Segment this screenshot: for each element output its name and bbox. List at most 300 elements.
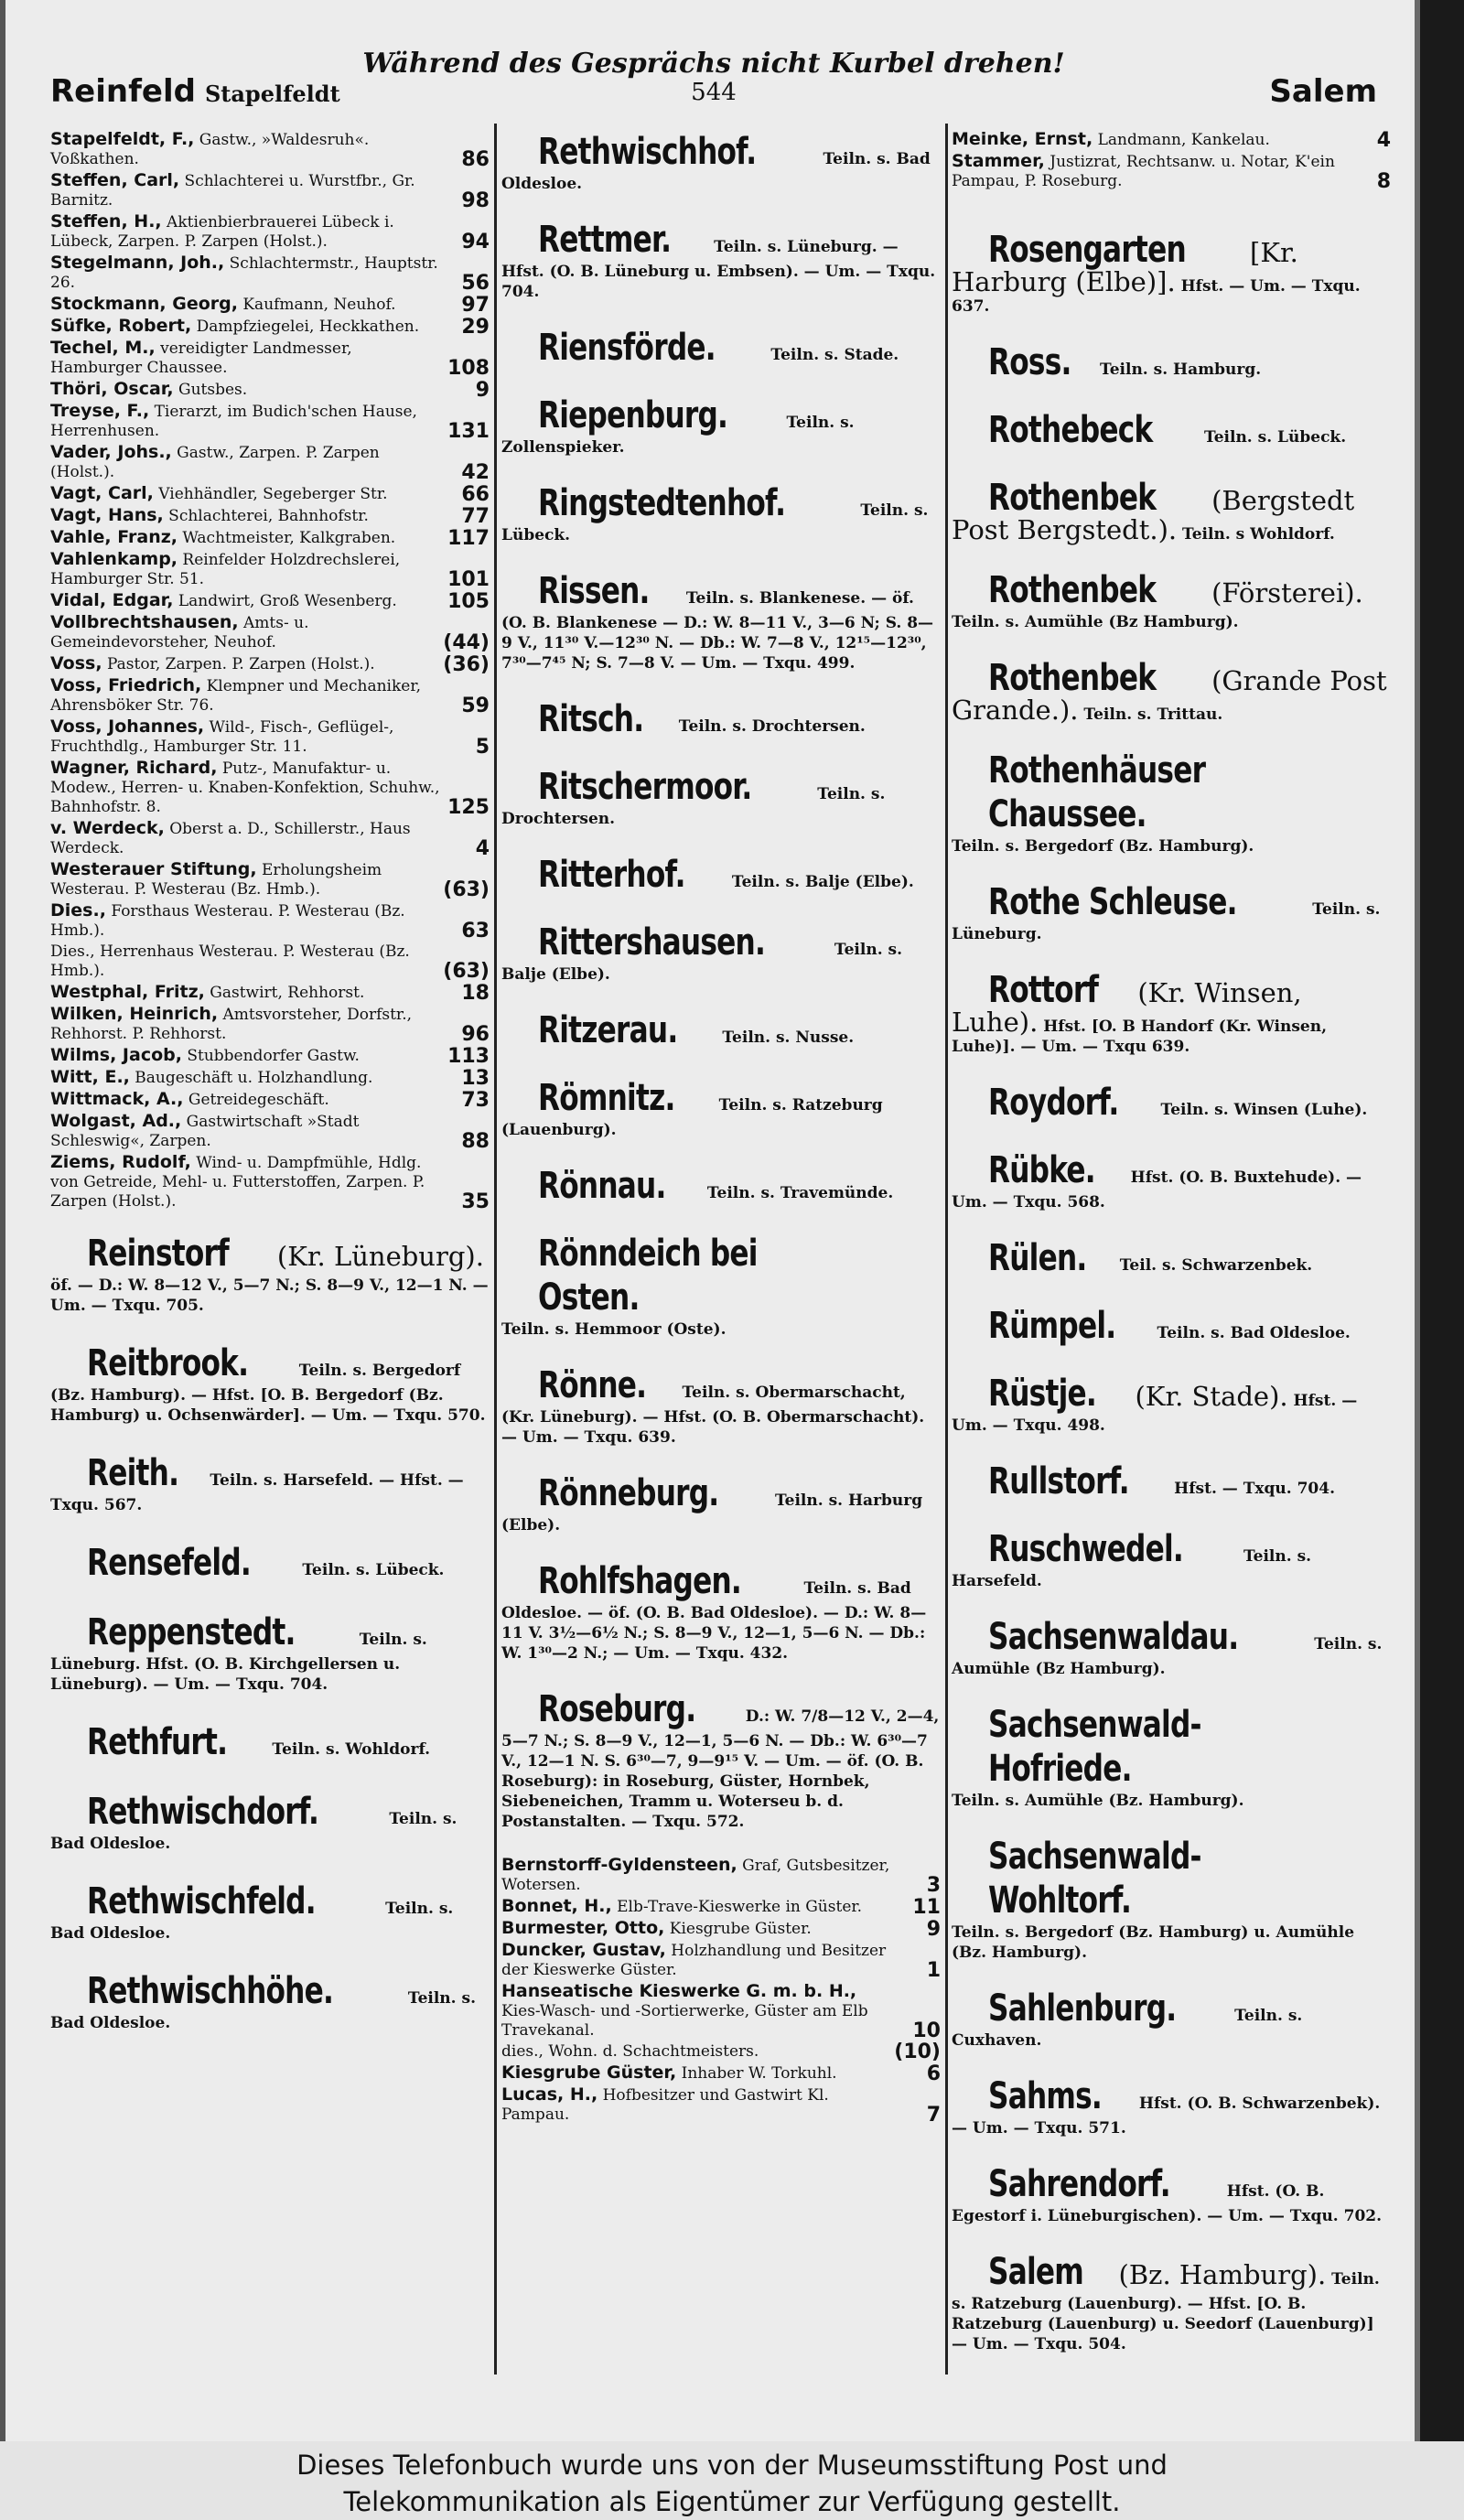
subscriber-details: Tierarzt, im Budich'schen Hause, Herrenhusen. (50, 403, 417, 440)
place-name: Reinstorf (87, 1233, 229, 1275)
subscriber-details: Kaufmann, Neuhof. (237, 296, 396, 314)
phone-number: (63) (443, 878, 490, 901)
subscriber-details: Erholungsheim Westerau. P. Westerau (Bz. Hmb.). (50, 861, 382, 899)
place-entry (501, 326, 941, 370)
place-entry (501, 218, 941, 302)
place-entry (952, 1703, 1391, 1811)
subscriber-list (50, 130, 490, 1212)
subscriber-entry (50, 901, 490, 941)
subscriber-name: Burmester, Otto, (501, 1918, 665, 1938)
place-name: Rönneburg. (538, 1472, 719, 1514)
phone-number: 63 (461, 920, 490, 942)
place-entry (501, 569, 941, 673)
place-info: Teiln. s. Bad Oldesloe. (50, 1989, 476, 2032)
phone-number: 56 (461, 272, 490, 295)
place-info: öf. — D.: W. 8—12 V., 5—7 N.; S. 8—9 V., 12—1 N. — Um. — Txqu. 705. (50, 1276, 489, 1315)
subscriber-name: Thöri, Oscar, (50, 379, 174, 399)
subscriber-entry (50, 1068, 490, 1088)
place-info: Teiln. s. Lüneburg. — Hfst. (O. B. Lüneburg u. Embsen). — Um. — Txqu. 704. (501, 238, 936, 301)
subscriber-name: Vollbrechtshausen, (50, 612, 239, 632)
place-entry (952, 1372, 1391, 1436)
subscriber-details: Wind- u. Dampfmühle, Hdlg. von Getreide, Mehl- u. Futterstoffen, Zarpen. P. Zarpen (Holst.). (50, 1154, 425, 1211)
place-info: Teiln. s. Lüneburg. (952, 900, 1381, 943)
subscriber-details: Oberst a. D., Schillerstr., Haus Werdeck. (50, 820, 411, 857)
place-entry (50, 1341, 490, 1426)
place-qualifier: (Kr. Stade). (1126, 1381, 1288, 1412)
place-name: Ritterhof. (538, 854, 685, 896)
place-entry (952, 2162, 1391, 2226)
place-entry (952, 1835, 1391, 1963)
place-info: Teiln. s. Travemünde. (701, 1184, 894, 1202)
subscriber-name: Süfke, Robert, (50, 316, 192, 336)
place-info: Teiln. s. Lübeck. (501, 501, 929, 544)
subscriber-name: Bernstorff-Gyldensteen, (501, 1855, 737, 1875)
place-name: Rohlfshagen. (538, 1560, 741, 1602)
subscriber-details: vereidigter Landmesser, Hamburger Chaussee. (50, 339, 352, 377)
place-name: Rothenbek (988, 657, 1157, 699)
phone-number: 125 (447, 796, 490, 819)
place-info: Teiln. s. Winsen (Luhe). (1155, 1101, 1368, 1119)
subscriber-entry (501, 1856, 941, 1895)
phone-number: 77 (461, 505, 490, 528)
subscriber-entry (50, 717, 490, 757)
subscriber-name: Duncker, Gustav, (501, 1940, 666, 1960)
column-2 (501, 130, 941, 2127)
place-entry (952, 476, 1391, 544)
subscriber-entry (50, 484, 490, 504)
place-name: Rothenbek (988, 569, 1157, 611)
phone-number: 98 (461, 189, 490, 212)
place-qualifier: (Grande Post Grande.). (952, 665, 1387, 726)
place-entry (501, 853, 941, 897)
place-info: Teiln. s. Bergedorf (Bz. Hamburg). (952, 837, 1254, 856)
place-entry (952, 568, 1391, 632)
subscriber-name: Vagt, Carl, (50, 483, 154, 503)
place-info: Teiln. s. Lübeck. (1199, 428, 1347, 447)
page-header (50, 48, 1377, 113)
place-name: Rothenbek (988, 477, 1157, 519)
footer-line-2: Telekommunikation als Eigentümer zur Verfügung gestellt. (343, 2486, 1121, 2517)
place-qualifier: [Kr. Harburg (Elbe)]. (952, 237, 1298, 297)
place-info: Teiln. s. Wohldorf. (266, 1740, 431, 1759)
subscriber-name: Steffen, H., (50, 211, 162, 232)
phone-number: 8 (1376, 170, 1391, 193)
subscriber-details: Justizrat, Rechtsanw. u. Notar, K'ein Pampau, P. Roseburg. (952, 153, 1335, 190)
place-name: Reitbrook. (87, 1342, 249, 1384)
place-info: Teiln. s. Harburg (Elbe). (501, 1492, 923, 1535)
place-info: Teiln. s. Hamburg. (1094, 361, 1262, 379)
subscriber-name: Vahlenkamp, (50, 549, 178, 569)
place-info: Teiln. s. Stade. (765, 346, 899, 364)
subscriber-name: Stapelfeldt, F., (50, 129, 195, 149)
place-entry (952, 2074, 1391, 2138)
subscriber-name: Meinke, Ernst, (952, 129, 1093, 149)
subscriber-list (501, 1856, 941, 2125)
subscriber-name: Treyse, F., (50, 401, 150, 421)
place-name: Riepenburg. (538, 394, 728, 436)
place-info: Teiln. s. Lübeck. (296, 1561, 445, 1579)
subscriber-name: Wilms, Jacob, (50, 1045, 182, 1065)
phone-number: 131 (447, 420, 490, 443)
phone-number: 7 (926, 2104, 941, 2127)
phone-number: 6 (926, 2062, 941, 2085)
phone-number: 9 (475, 379, 490, 402)
place-name: Rönne. (538, 1364, 647, 1406)
place-entry (50, 1720, 490, 1764)
phone-number: 4 (1376, 129, 1391, 152)
subscriber-name: Wolgast, Ad., (50, 1111, 182, 1131)
place-qualifier: (Kr. Lüneburg). (268, 1241, 484, 1272)
phone-number: 11 (912, 1896, 941, 1919)
place-qualifier: (Bergstedt Post Bergstedt.). (952, 485, 1355, 545)
phone-number: (63) (443, 960, 490, 983)
phone-number: 117 (447, 527, 490, 550)
place-name: Rissen. (538, 570, 650, 612)
header-right: Salem (1269, 73, 1377, 110)
place-entry (501, 1232, 941, 1340)
subscriber-list (952, 130, 1391, 191)
place-info: Teiln. s. Bad Oldesloe. — öf. (O. B. Bad Oldesloe). — D.: W. 8—11 V. 3½—6½ N.; S. 8—9 V., 12—1, 5—6 N. — Db.: W. 1³⁰—2 N.; — Um. — Txqu. 432. (501, 1579, 927, 1663)
subscriber-entry (50, 1112, 490, 1151)
subscriber-entry (50, 130, 490, 169)
phone-number: 3 (926, 1874, 941, 1897)
place-name: Römnitz. (538, 1077, 675, 1119)
header-left-sub: Stapelfeldt (204, 81, 340, 107)
phone-number: 108 (447, 357, 490, 380)
subscriber-details: Hofbesitzer und Gastwirt Kl. Pampau. (501, 2086, 829, 2124)
phone-number: 96 (461, 1023, 490, 1046)
column-rule-1 (494, 124, 497, 2375)
subscriber-name: Ziems, Rudolf, (50, 1152, 191, 1172)
place-info: Teiln. s. Balje (Elbe). (501, 941, 903, 984)
subscriber-details: Wild-, Fisch-, Geflügel-, Fruchthdlg., Hamburger Str. 11. (50, 718, 394, 756)
phone-number: 4 (475, 837, 490, 860)
place-list (952, 228, 1391, 2354)
subscriber-details: Landmann, Kankelau. (1093, 131, 1270, 149)
subscriber-details: Amts- u. Gemeindevorsteher, Neuhof. (50, 614, 309, 652)
subscriber-name: v. Werdeck, (50, 818, 165, 838)
scan-edge-right (1420, 0, 1464, 2441)
subscriber-entry (501, 1941, 941, 1980)
subscriber-name: Voss, Johannes, (50, 716, 205, 737)
place-entry (501, 130, 941, 194)
subscriber-name: Steffen, Carl, (50, 170, 180, 190)
place-info: Teiln. s. Balje (Elbe). (726, 873, 914, 891)
phone-number: 10 (912, 2019, 941, 2042)
subscriber-name: Techel, M., (50, 338, 156, 358)
subscriber-details: Gastwirtschaft »Stadt Schleswig«, Zarpen. (50, 1113, 360, 1150)
place-entry (952, 1304, 1391, 1348)
place-entry (50, 1232, 490, 1316)
subscriber-details: Reinfelder Holzdrechslerei, Hamburger Str. 51. (50, 551, 401, 588)
subscriber-name: Vidal, Edgar, (50, 590, 174, 610)
place-info: Hfst. — Um. — Txqu. 498. (952, 1392, 1358, 1435)
place-entry (952, 968, 1391, 1057)
subscriber-details: Holzhandlung und Besitzer der Kieswerke Güster. (501, 1942, 887, 1979)
phone-number: (44) (443, 631, 490, 654)
subscriber-entry (50, 1153, 490, 1212)
phone-number: 35 (461, 1190, 490, 1213)
subscriber-details: Gastwirt, Rehhorst. (204, 984, 365, 1002)
subscriber-details: dies., Wohn. d. Schachtmeisters. (501, 2042, 759, 2061)
subscriber-details: Schlachterei u. Wurstfbr., Gr. Barnitz. (50, 172, 415, 210)
place-info: Hfst. (O. B. Schwarzenbek). — Um. — Txqu. 571. (952, 2095, 1381, 2138)
phone-number: 9 (926, 1918, 941, 1941)
place-info: Teiln. s. Harsefeld. — Hfst. — Txqu. 567. (50, 1471, 464, 1514)
place-info: Hfst. — Um. — Txqu. 637. (952, 277, 1361, 316)
subscriber-name: Vader, Johs., (50, 442, 172, 462)
place-qualifier: (Bz. Hamburg). (1110, 2259, 1327, 2290)
place-name: Rothebeck (988, 409, 1153, 451)
place-name: Sahlenburg. (988, 1987, 1177, 2030)
subscriber-details: Gastw., Zarpen. P. Zarpen (Holst.). (50, 444, 380, 481)
subscriber-details: Stubbendorfer Gastw. (181, 1047, 360, 1065)
place-info: Hfst. (O. B. Buxtehude). — Um. — Txqu. 568. (952, 1168, 1362, 1212)
place-info: Hfst. (O. B. Egestorf i. Lüneburgischen). — Um. — Txqu. 702. (952, 2182, 1383, 2225)
place-info: Teiln. s. Aumühle (Bz. Hamburg). (952, 1792, 1244, 1810)
place-name: Roydorf. (988, 1082, 1119, 1124)
place-info: Teiln. s. Hemmoor (Oste). (501, 1320, 727, 1339)
subscriber-details: Elb-Trave-Kieswerke in Güster. (611, 1898, 863, 1916)
subscriber-entry (50, 654, 490, 674)
place-entry (501, 921, 941, 985)
place-name: Sachsenwald-Hofriede. (988, 1704, 1201, 1790)
place-entry (952, 880, 1391, 944)
subscriber-details: Dampfziegelei, Heckkathen. (191, 318, 420, 336)
subscriber-entry (501, 2042, 941, 2062)
subscriber-entry (952, 152, 1391, 191)
place-entry (952, 1527, 1391, 1591)
subscriber-details: Graf, Gutsbesitzer, Wotersen. (501, 1857, 890, 1894)
subscriber-name: Wagner, Richard, (50, 758, 218, 778)
place-info: Teiln. s. Bad Oldesloe. (1151, 1324, 1351, 1342)
subscriber-details: Gutsbes. (173, 381, 248, 399)
place-entry (952, 408, 1391, 452)
place-name: Reith. (87, 1452, 179, 1494)
subscriber-entry (50, 942, 490, 981)
place-name: Rüstje. (988, 1373, 1096, 1415)
place-name: Rönndeich bei Osten. (538, 1233, 758, 1319)
place-name: Rümpel. (988, 1305, 1116, 1347)
subscriber-entry (50, 983, 490, 1003)
place-name: Sahrendorf. (988, 2163, 1170, 2205)
place-info: Teiln. s Wohldorf. (1177, 525, 1335, 544)
place-info: Teiln. s. Harsefeld. (952, 1547, 1312, 1590)
place-entry (50, 1610, 490, 1695)
subscriber-entry (50, 212, 490, 252)
place-name: Ritschermoor. (538, 766, 752, 808)
place-name: Rullstorf. (988, 1460, 1129, 1502)
subscriber-name: Vagt, Hans, (50, 505, 164, 525)
place-list (50, 1232, 490, 2033)
subscriber-entry (50, 171, 490, 210)
place-qualifier: (Försterei). (1202, 577, 1363, 608)
subscriber-entry (50, 339, 490, 378)
place-name: Rönnau. (538, 1165, 666, 1207)
subscriber-entry (50, 613, 490, 652)
place-name: Salem (988, 2251, 1083, 2293)
subscriber-name: Vahle, Franz, (50, 527, 178, 547)
place-entry (952, 1459, 1391, 1503)
subscriber-details: Schlachtermstr., Hauptstr. 26. (50, 254, 438, 292)
place-info: Teiln. s. Drochtersen. (673, 717, 866, 736)
place-entry (50, 1879, 490, 1944)
column-3 (952, 130, 1391, 2378)
subscriber-name: Wilken, Heinrich, (50, 1004, 219, 1024)
subscriber-entry (50, 528, 490, 548)
place-info: Teiln. s. Nusse. (716, 1028, 855, 1047)
subscriber-details: Viehhändler, Segeberger Str. (153, 485, 388, 503)
place-entry (952, 228, 1391, 317)
subscriber-name: Voss, (50, 653, 102, 673)
place-entry (501, 1164, 941, 1208)
subscriber-entry (50, 759, 490, 817)
phone-number: 18 (461, 982, 490, 1005)
place-name: Ringstedtenhof. (538, 482, 786, 524)
place-entry (952, 1987, 1391, 2051)
place-entry (501, 1687, 941, 1832)
subscriber-name: Witt, E., (50, 1067, 130, 1087)
place-name: Ritsch. (538, 698, 644, 740)
subscriber-entry (952, 130, 1391, 150)
place-entry (501, 1471, 941, 1535)
place-name: Rothenhäuser Chaussee. (988, 749, 1206, 835)
place-name: Ritzerau. (538, 1009, 678, 1051)
subscriber-name: Kiesgrube Güster, (501, 2062, 677, 2083)
subscriber-entry (50, 860, 490, 899)
subscriber-details: Klempner und Mechaniker, Ahrensböker Str. 76. (50, 677, 422, 715)
place-info: Teiln. s. Drochtersen. (501, 785, 886, 828)
place-name: Rethwischfeld. (87, 1880, 316, 1922)
place-info: Teil. s. Schwarzenbek. (1114, 1256, 1313, 1275)
place-entry (501, 393, 941, 458)
place-entry (952, 340, 1391, 384)
place-name: Rosengarten (988, 229, 1186, 271)
phone-number: 101 (447, 568, 490, 591)
place-entry (501, 1363, 941, 1448)
subscriber-entry (50, 676, 490, 716)
place-name: Riensförde. (538, 327, 716, 369)
place-entry (501, 1076, 941, 1140)
subscriber-entry (50, 1046, 490, 1066)
subscriber-entry (50, 380, 490, 400)
place-info: Teiln. s. Bad Oldesloe. (50, 1810, 458, 1853)
place-info: Teiln. s. Aumühle (Bz Hamburg). (952, 613, 1239, 631)
place-entry (50, 1541, 490, 1585)
subscriber-details: Putz-, Manufaktur- u. Modew., Herren- u. Knaben-Konfektion, Schuhw., Bahnhofstr. 8. (50, 759, 440, 816)
subscriber-entry (501, 1897, 941, 1917)
column-1 (50, 130, 490, 2059)
place-info: Teiln. s. Lüneburg. Hfst. (O. B. Kirchgellersen u. Lüneburg). — Um. — Txqu. 704. (50, 1631, 427, 1694)
subscriber-details: Landwirt, Groß Wesenberg. (173, 592, 397, 610)
place-name: Rethwischhof. (538, 131, 757, 173)
place-entry (952, 748, 1391, 856)
place-info: D.: W. 7/8—12 V., 2—4, 5—7 N.; S. 8—9 V., 12—1, 5—6 N. — Db.: W. 6³⁰—7 V., 12—1 N. S. 6³⁰—7, 9—9¹⁵ V. — Um. — öf. (O. B. Roseburg): in Roseburg, Güster, Hornbek, Siebeneichen, Tramm u. Woterseu b. d. Postanstalten. — Txqu. 572. (501, 1707, 940, 1831)
subscriber-name: Stammer, (952, 151, 1045, 171)
page-number: 544 (691, 79, 737, 106)
phone-number: 88 (461, 1130, 490, 1153)
place-qualifier: (Kr. Winsen, Luhe). (952, 977, 1302, 1038)
place-entry (952, 1236, 1391, 1280)
subscriber-entry (50, 1005, 490, 1044)
place-info: Hfst. — Txqu. 704. (1168, 1480, 1335, 1498)
subscriber-entry (501, 1982, 941, 2041)
place-entry (50, 1451, 490, 1515)
place-entry (501, 697, 941, 741)
header-warning: Während des Gesprächs nicht Kurbel drehen! (362, 48, 1065, 80)
place-name: Rethfurt. (87, 1721, 228, 1763)
phone-number: 113 (447, 1045, 490, 1068)
subscriber-entry (50, 402, 490, 441)
subscriber-details: Dies., Herrenhaus Westerau. P. Westerau (Bz. Hmb.). (50, 942, 410, 980)
phone-number: (10) (894, 2041, 941, 2063)
subscriber-details: Amtsvorsteher, Dorfstr., Rehhorst. P. Rehhorst. (50, 1006, 412, 1043)
place-name: Rottorf (988, 969, 1099, 1011)
place-name: Roseburg. (538, 1688, 696, 1730)
place-info: Teiln. s. Trittau. (1078, 705, 1223, 724)
subscriber-name: Westerauer Stiftung, (50, 859, 257, 879)
subscriber-name: Westphal, Fritz, (50, 982, 205, 1002)
subscriber-name: Bonnet, H., (501, 1896, 612, 1916)
place-name: Rensefeld. (87, 1542, 251, 1584)
subscriber-details: Pastor, Zarpen. P. Zarpen (Holst.). (102, 655, 375, 673)
subscriber-name: Dies., (50, 900, 106, 921)
place-info: Teiln. s. Zollenspieker. (501, 414, 855, 457)
place-entry (501, 1008, 941, 1052)
phone-number: 5 (475, 736, 490, 759)
subscriber-name: Stockmann, Georg, (50, 294, 238, 314)
subscriber-details: Schlachterei, Bahnhofstr. (163, 507, 369, 525)
subscriber-name: Hanseatische Kieswerke G. m. b. H., (501, 1981, 857, 2001)
subscriber-details: Aktienbierbrauerei Lübeck i. Lübeck, Zarpen. P. Zarpen (Holst.). (50, 213, 394, 251)
subscriber-entry (50, 506, 490, 526)
scan-edge-left (0, 0, 5, 2441)
place-info: Teiln. s. Bergedorf (Bz. Hamburg). — Hfst. [O. B. Bergedorf (Bz. Hamburg) u. Ochsenwärder]. — Um. — Txqu. 570. (50, 1362, 486, 1425)
phone-number: (36) (443, 653, 490, 676)
subscriber-details: Forsthaus Westerau. P. Westerau (Bz. Hmb.). (50, 902, 405, 940)
phone-number: 66 (461, 483, 490, 506)
subscriber-entry (50, 295, 490, 315)
subscriber-entry (501, 2063, 941, 2084)
subscriber-details: Kiesgrube Güster. (664, 1920, 812, 1938)
place-entry (952, 656, 1391, 725)
place-info: Teiln. s. Bad Oldesloe. (50, 1900, 454, 1943)
place-name: Rülen. (988, 1237, 1087, 1279)
subscriber-entry (501, 1919, 941, 1939)
place-entry (501, 481, 941, 545)
place-info: Teiln. s. Cuxhaven. (952, 2007, 1303, 2050)
subscriber-entry (50, 443, 490, 482)
place-name: Rittershausen. (538, 921, 766, 964)
subscriber-entry (50, 317, 490, 337)
phone-number: 105 (447, 590, 490, 613)
place-entry (952, 1615, 1391, 1679)
place-info: Hfst. [O. B Handorf (Kr. Winsen, Luhe)]. — Um. — Txqu 639. (952, 1018, 1328, 1056)
place-entry (952, 1081, 1391, 1125)
place-info: Teiln. s. Ratzeburg (Lauenburg). — Hfst. [O. B. Ratzeburg (Lauenburg) u. Seedorf (Lauenburg)] — Um. — Txqu. 504. (952, 2270, 1380, 2353)
subscriber-details: Kies-Wasch- und -Sortierwerke, Güster am Elb Travekanal. (501, 2002, 868, 2040)
place-info: Teiln. s. Blankenese. — öf. (O. B. Blankenese — D.: W. 8—11 V., 3—6 N; S. 8—9 V., 11³⁰ V.—12³⁰ N. — Db.: W. 7—8 V., 12¹⁵—12³⁰, 7³⁰—7⁴⁵ N; S. 7—8 V. — Um. — Txqu. 499. (501, 589, 934, 673)
place-name: Rothe Schleuse. (988, 881, 1237, 923)
place-name: Sahms. (988, 2075, 1102, 2117)
place-name: Ruschwedel. (988, 1528, 1183, 1570)
subscriber-entry (50, 550, 490, 589)
place-name: Rübke. (988, 1149, 1095, 1191)
subscriber-name: Wittmack, A., (50, 1089, 184, 1109)
place-name: Rettmer. (538, 219, 672, 261)
place-info: Teiln. s. Obermarschacht, (Kr. Lüneburg). — Hfst. (O. B. Obermarschacht). — Um. — Txqu. 639. (501, 1384, 925, 1447)
place-name: Sachsenwald-Wohltorf. (988, 1836, 1201, 1922)
